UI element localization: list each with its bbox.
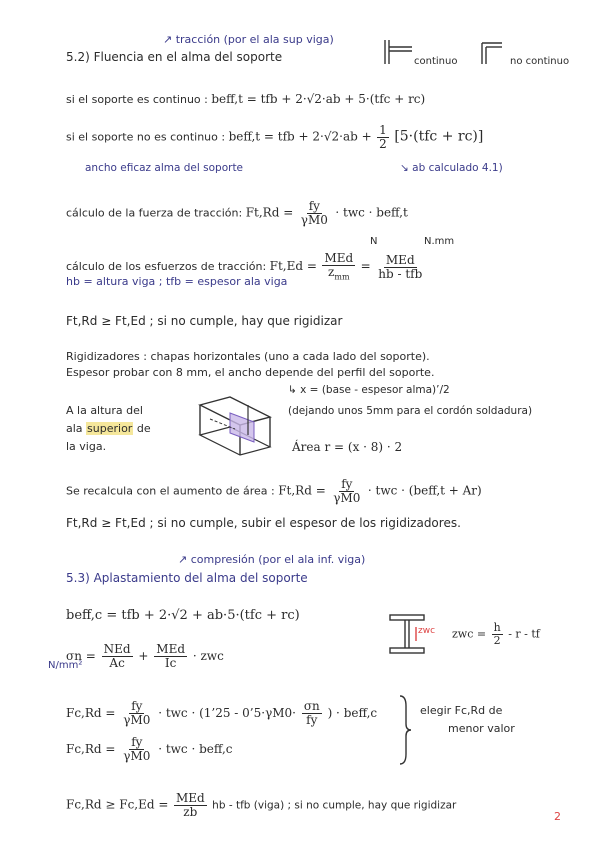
condition-continuous: si el soporte es continuo : beff,t = tfb + 2·√2·ab + 5·(tfc + rc) <box>66 92 426 106</box>
right-brace-icon <box>398 694 412 766</box>
beff-c-formula: beff,c = tfb + 2·√2 + ab·5·(tfc + rc) <box>66 608 300 623</box>
note-ab-reference: ↘ ab calculado 4.1) <box>400 162 503 174</box>
choose-min-1: elegir Fc,Rd de <box>420 704 503 717</box>
stiffener-position-3: la viga. <box>66 440 107 453</box>
note-effective-width: ancho eficaz alma del soporte <box>85 162 244 174</box>
section-5-2-heading: 5.2) Fluencia en el alma del soporte <box>66 50 283 64</box>
stiffeners-line-2: Espesor probar con 8 mm, el ancho depende del perfil del soporte. <box>66 366 435 379</box>
sigma-n-formula: σn = $\frac{\text{NEd}}{Ac}$ + $\frac{\text{MEd}}{Ic}$ · zwc <box>66 642 224 671</box>
sigma-unit: N/mm² <box>48 660 83 671</box>
x-definition: ↳ x = (base - espesor alma)’/2 <box>288 384 450 396</box>
zwc-definition: zwc = $\frac{h}{2}$ - r - tf <box>452 621 540 648</box>
fc-rd-formula-2: Fc,Rd = $\frac{fy}{\gamma M0}$ · twc · beff,c <box>66 735 233 764</box>
zwc-label: zwc <box>418 626 436 636</box>
ft-ed-definitions: hb = altura viga ; tfb = espesor ala viga <box>66 275 288 288</box>
recalc-formula: Se recalcula con el aumento de área : Ft,Rd = $\frac{fy}{\gamma M0}$ · twc · (beff,t + Ar) <box>66 477 482 506</box>
legend-continuous: continuo <box>414 56 458 67</box>
stiffener-sketch-icon <box>190 395 280 465</box>
unit-nmm: N.mm <box>424 236 455 247</box>
ft-ed-formula: cálculo de los esfuerzos de tracción: Ft,Ed = $\frac{\text{MEd}}{z_{mm}}$ = $\frac{\text{MEd}}{\text{hb - tfb}}$ <box>66 251 423 282</box>
fc-rd-formula-1: Fc,Rd = $\frac{fy}{\gamma M0}$ · twc · (1’25 - 0’5·γM0· $\frac{\sigma n}{fy}$ ) · beff,c <box>66 699 378 728</box>
legend-non-continuous: no continuo <box>510 56 570 67</box>
ft-rd-formula: cálculo de la fuerza de tracción: Ft,Rd = $\frac{fy}{\gamma M0}$ · twc · beff,t <box>66 199 408 228</box>
condition-non-continuous: si el soporte no es continuo : beff,t = tfb + 2·√2·ab + $\frac{1}{2}$ [5·(tfc + rc)] <box>66 123 484 152</box>
stiffeners-line-1: Rigidizadores : chapas horizontales (uno a cada lado del soporte). <box>66 350 430 363</box>
check-traction: Ft,Rd ≥ Ft,Ed ; si no cumple, hay que rigidizar <box>66 314 343 328</box>
section-5-3-heading: 5.3) Aplastamiento del alma del soporte <box>66 571 308 585</box>
choose-min-2: menor valor <box>448 722 515 735</box>
check-stiffeners: Ft,Rd ≥ Ft,Ed ; si no cumple, subir el espesor de los rigidizadores. <box>66 516 461 530</box>
traction-annotation: ↗ tracción (por el ala sup viga) <box>163 33 334 46</box>
final-check: Fc,Rd ≥ Fc,Ed = $\frac{\text{MEd}}{zb}$ hb - tfb (viga) ; si no cumple, hay que rigidizar <box>66 791 457 820</box>
x-note: (dejando unos 5mm para el cordón soldadura) <box>288 405 533 417</box>
compression-annotation: ↗ compresión (por el ala inf. viga) <box>178 553 366 566</box>
stiffener-position-1: A la altura del <box>66 404 143 417</box>
unit-n: N <box>370 236 378 247</box>
area-formula: Área r = (x · 8) · 2 <box>292 440 403 454</box>
page-number: 2 <box>554 810 561 823</box>
stiffener-position-2: ala superior de <box>66 422 151 435</box>
